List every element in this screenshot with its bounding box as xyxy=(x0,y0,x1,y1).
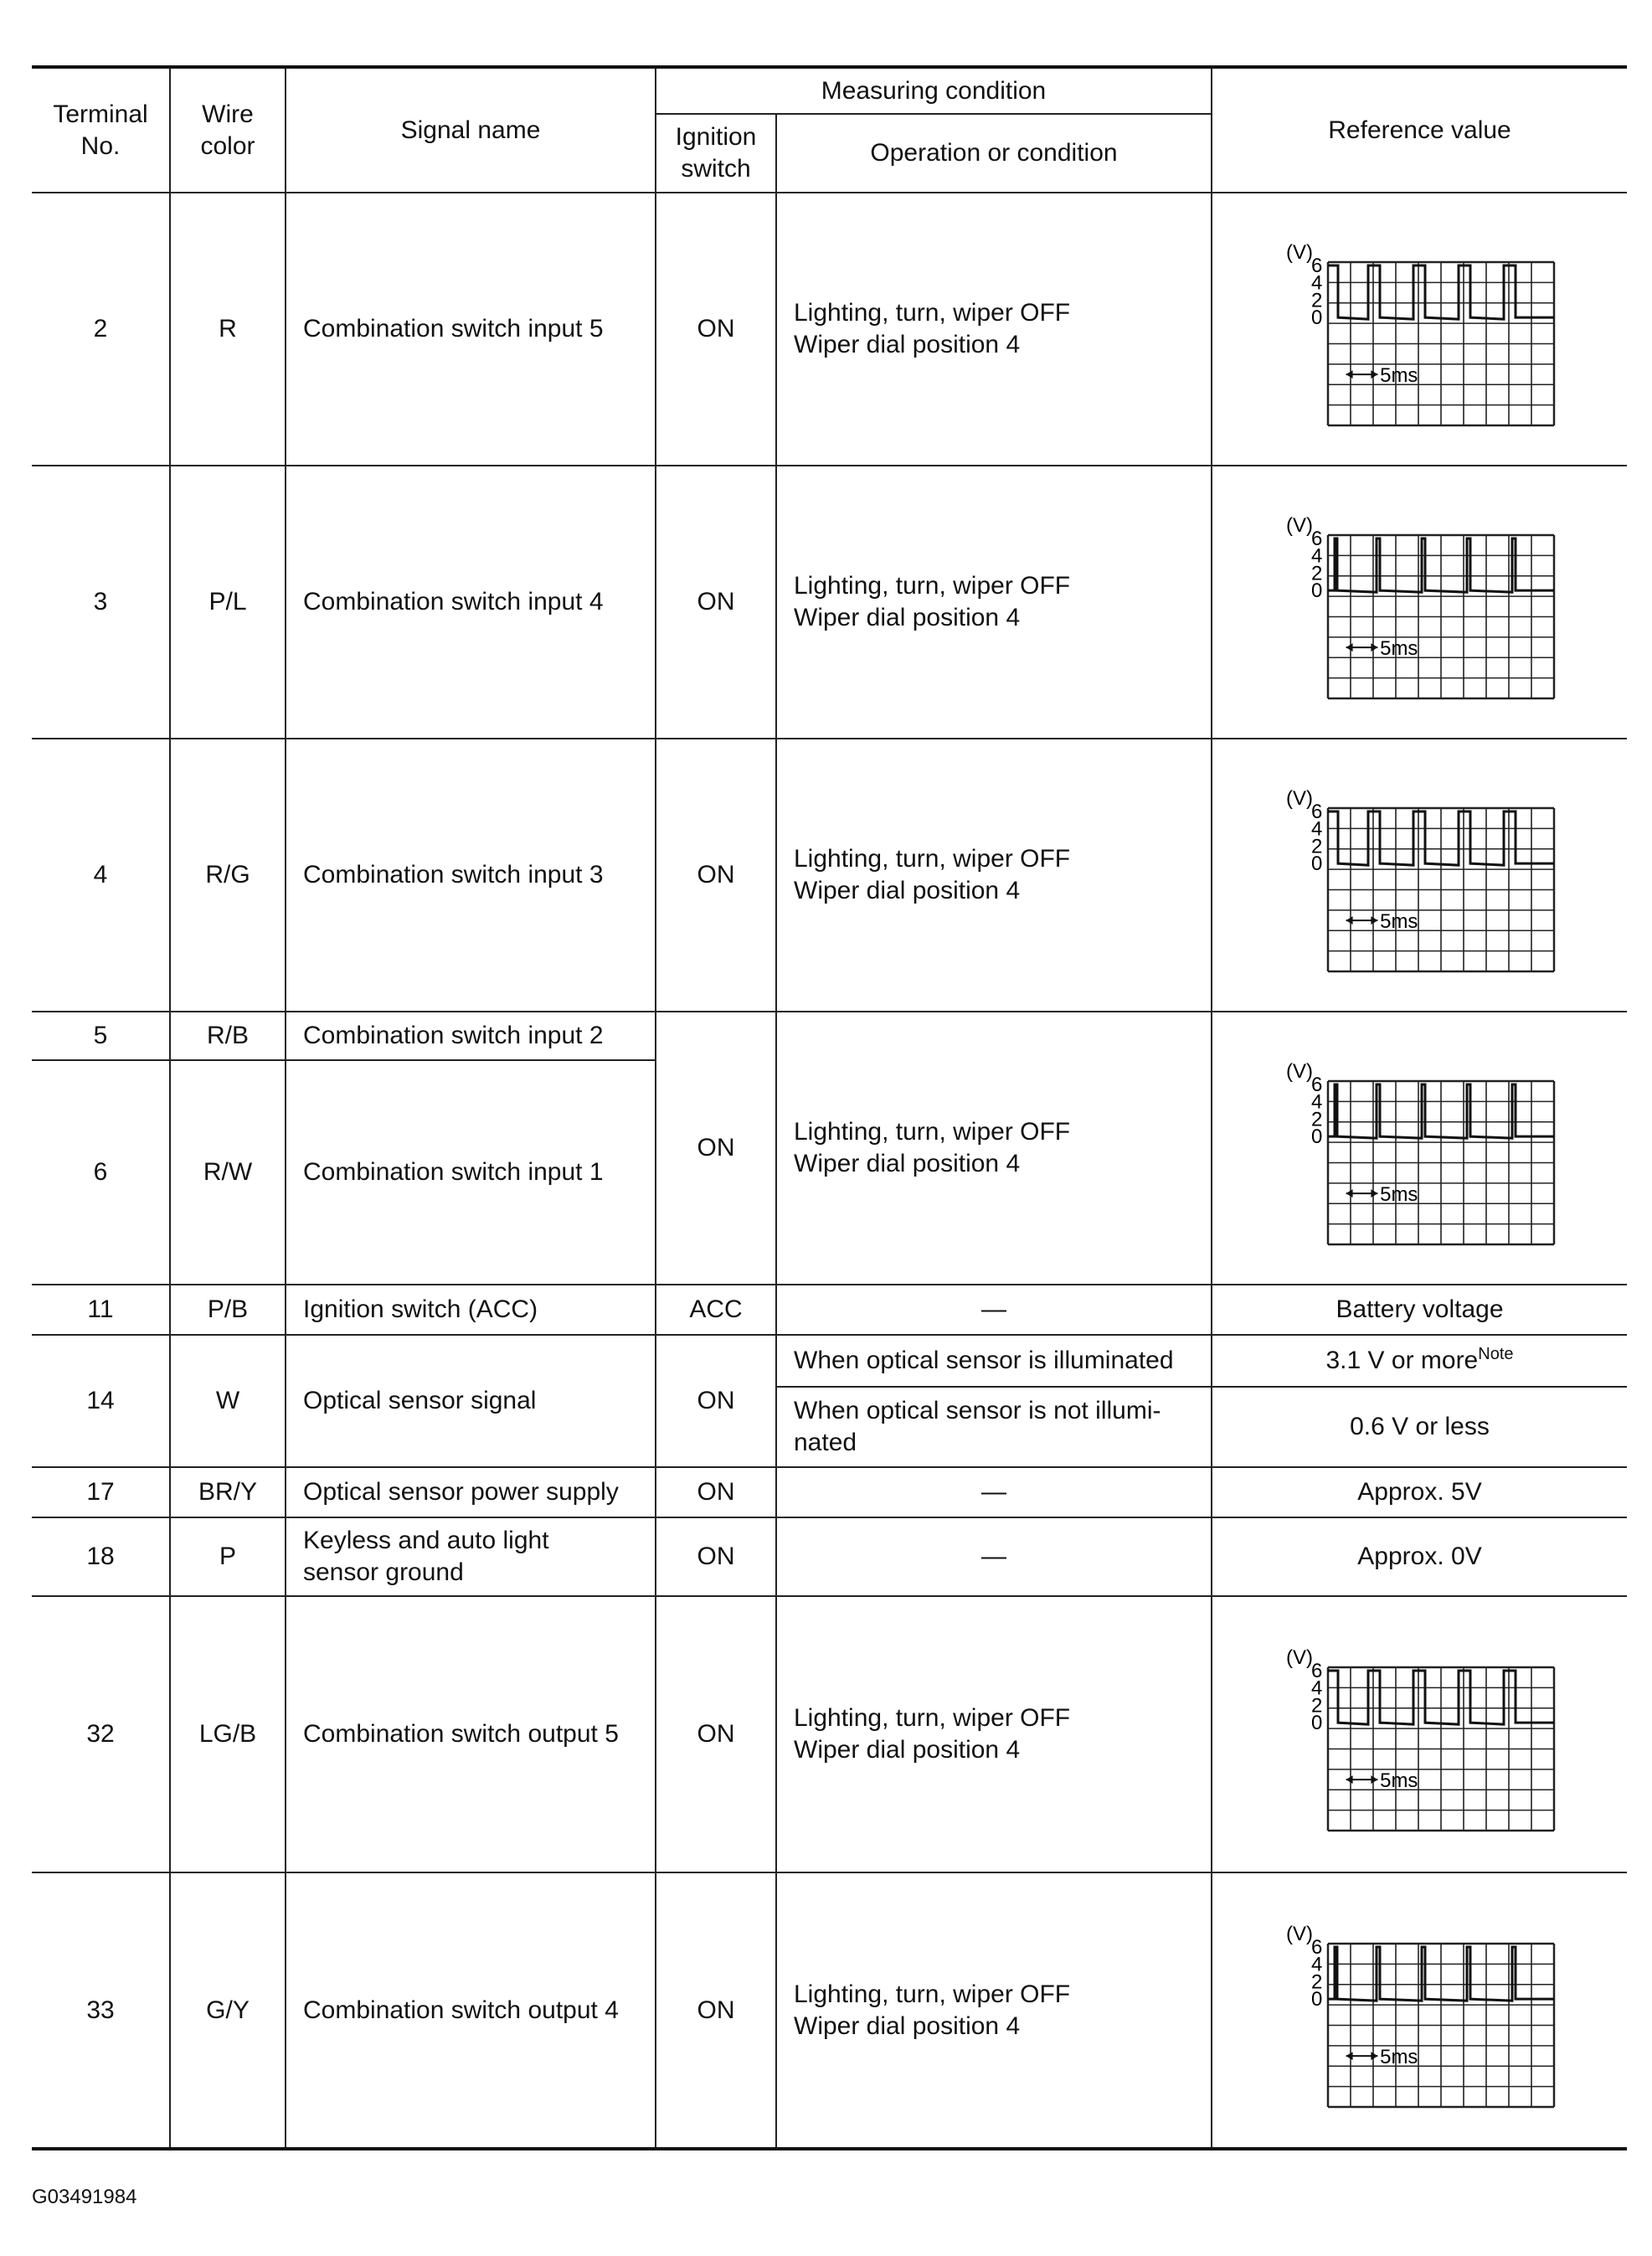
wire-color: LG/B xyxy=(170,1596,286,1872)
y-tick-label: 0 xyxy=(1310,1125,1322,1149)
y-axis-unit: (V) xyxy=(1285,514,1313,537)
reference-value: Approx. 5V xyxy=(1212,1467,1627,1517)
terminal-no: 11 xyxy=(32,1285,170,1335)
time-scale-label: 5ms xyxy=(1379,637,1418,661)
operation-condition: — xyxy=(776,1517,1212,1596)
wire-color: W xyxy=(170,1335,286,1467)
signal-name: Combination switch input 1 xyxy=(286,1060,656,1285)
time-scale-arrowhead xyxy=(1346,370,1352,379)
ignition-switch: ON xyxy=(656,193,776,466)
reference-value xyxy=(1212,1596,1627,1872)
terminal-no: 6 xyxy=(32,1060,170,1285)
time-scale-arrowhead xyxy=(1346,1775,1352,1784)
signal-name: Combination switch input 2 xyxy=(286,1012,656,1060)
waveform-chart xyxy=(1282,1048,1558,1249)
y-tick-label: 6 xyxy=(1310,255,1322,277)
terminal-no: 4 xyxy=(32,739,170,1012)
ignition-switch: ON xyxy=(656,1596,776,1872)
reference-value xyxy=(1212,1012,1627,1285)
wire-color: P xyxy=(170,1517,286,1596)
table-row xyxy=(32,1596,1627,1872)
y-tick-label: 4 xyxy=(1310,544,1322,568)
terminal-no: 14 xyxy=(32,1335,170,1467)
time-scale-arrowhead xyxy=(1371,370,1377,379)
signal-name-header: Signal name xyxy=(286,67,656,193)
y-tick-label: 2 xyxy=(1310,562,1322,585)
operation-condition: — xyxy=(776,1467,1212,1517)
ignition-switch-header: Ignition switch xyxy=(656,114,776,193)
operation-condition: Lighting, turn, wiper OFF Wiper dial position 4 xyxy=(776,1012,1212,1285)
signal-name: Ignition switch (ACC) xyxy=(286,1285,656,1335)
terminal-reference-table-sheet xyxy=(32,65,1627,2150)
y-tick-label: 2 xyxy=(1310,1694,1322,1718)
signal-name: Keyless and auto light sensor ground xyxy=(286,1517,656,1596)
ignition-switch: ON xyxy=(656,1335,776,1467)
y-axis-unit: (V) xyxy=(1285,1646,1313,1669)
y-tick-label: 6 xyxy=(1310,1074,1322,1096)
ignition-switch: ACC xyxy=(656,1285,776,1335)
time-scale-label: 5ms xyxy=(1379,364,1418,388)
operation-condition: Lighting, turn, wiper OFF Wiper dial position 4 xyxy=(776,466,1212,739)
reference-value xyxy=(1212,1872,1627,2149)
terminal-no-header: Terminal No. xyxy=(32,67,170,193)
operation-condition: Lighting, turn, wiper OFF Wiper dial position 4 xyxy=(776,1872,1212,2149)
terminal-no: 17 xyxy=(32,1467,170,1517)
operation-condition: When optical sensor is illuminated xyxy=(776,1335,1212,1387)
y-tick-label: 6 xyxy=(1310,1935,1322,1959)
y-tick-label: 6 xyxy=(1310,801,1322,823)
ignition-switch: ON xyxy=(656,1012,776,1285)
time-scale-label: 5ms xyxy=(1379,1769,1418,1793)
time-scale-arrowhead xyxy=(1371,1775,1377,1784)
signal-name: Optical sensor signal xyxy=(286,1335,656,1467)
y-tick-label: 4 xyxy=(1310,1090,1322,1114)
y-tick-label: 0 xyxy=(1310,579,1322,603)
y-tick-label: 0 xyxy=(1310,306,1322,330)
reference-value xyxy=(1212,193,1627,466)
operation-condition: Lighting, turn, wiper OFF Wiper dial position 4 xyxy=(776,193,1212,466)
y-tick-label: 2 xyxy=(1310,1970,1322,1993)
wire-color-header: Wire color xyxy=(170,67,286,193)
table-row xyxy=(32,1012,1627,1060)
ignition-switch: ON xyxy=(656,466,776,739)
ignition-switch: ON xyxy=(656,1517,776,1596)
waveform-chart xyxy=(1282,502,1558,703)
y-tick-label: 4 xyxy=(1310,817,1322,841)
table-row xyxy=(32,1517,1627,1596)
signal-name: Optical sensor power supply xyxy=(286,1467,656,1517)
signal-name: Combination switch input 4 xyxy=(286,466,656,739)
reference-value: Approx. 0V xyxy=(1212,1517,1627,1596)
wire-color: R/G xyxy=(170,739,286,1012)
wire-color: R/B xyxy=(170,1012,286,1060)
table-row xyxy=(32,1872,1627,2149)
table-row xyxy=(32,1335,1627,1387)
y-axis-unit: (V) xyxy=(1285,1922,1313,1945)
ignition-switch: ON xyxy=(656,1872,776,2149)
y-tick-label: 4 xyxy=(1310,1677,1322,1700)
y-tick-label: 0 xyxy=(1310,1987,1322,2011)
reference-value: Battery voltage xyxy=(1212,1285,1627,1335)
wire-color: P/B xyxy=(170,1285,286,1335)
waveform-chart xyxy=(1282,775,1558,976)
ignition-switch: ON xyxy=(656,739,776,1012)
waveform-chart xyxy=(1282,1910,1558,2111)
table-row xyxy=(32,466,1627,739)
wire-color: P/L xyxy=(170,466,286,739)
time-scale-arrowhead xyxy=(1346,2052,1352,2060)
time-scale-arrowhead xyxy=(1371,643,1377,652)
time-scale-label: 5ms xyxy=(1379,910,1418,934)
y-tick-label: 2 xyxy=(1310,289,1322,312)
operation-condition: — xyxy=(776,1285,1212,1335)
note-marker: Note xyxy=(1478,1345,1514,1363)
waveform-chart xyxy=(1282,1634,1558,1835)
reference-value xyxy=(1212,739,1627,1012)
terminal-reference-table xyxy=(32,65,1627,2150)
y-tick-label: 4 xyxy=(1310,1953,1322,1976)
y-tick-label: 6 xyxy=(1310,528,1322,550)
time-scale-label: 5ms xyxy=(1379,2045,1418,2068)
y-tick-label: 0 xyxy=(1310,1712,1322,1735)
signal-name: Combination switch input 3 xyxy=(286,739,656,1012)
terminal-no: 18 xyxy=(32,1517,170,1596)
time-scale-arrowhead xyxy=(1346,643,1352,652)
measuring-condition-header: Measuring condition xyxy=(656,67,1212,114)
time-scale-label: 5ms xyxy=(1379,1183,1418,1207)
wire-color: R/W xyxy=(170,1060,286,1285)
time-scale-arrowhead xyxy=(1371,916,1377,925)
ignition-switch: ON xyxy=(656,1467,776,1517)
y-tick-label: 4 xyxy=(1310,271,1322,295)
y-tick-label: 2 xyxy=(1310,1108,1322,1131)
reference-value xyxy=(1212,466,1627,739)
figure-code: G03491984 xyxy=(32,2186,137,2208)
y-axis-unit: (V) xyxy=(1285,1060,1313,1083)
wire-color: R xyxy=(170,193,286,466)
signal-name: Combination switch output 5 xyxy=(286,1596,656,1872)
operation-condition-header: Operation or condition xyxy=(776,114,1212,193)
terminal-no: 33 xyxy=(32,1872,170,2149)
terminal-no: 32 xyxy=(32,1596,170,1872)
wire-color: G/Y xyxy=(170,1872,286,2149)
operation-condition: Lighting, turn, wiper OFF Wiper dial position 4 xyxy=(776,739,1212,1012)
time-scale-arrowhead xyxy=(1346,916,1352,925)
table-row xyxy=(32,193,1627,466)
waveform-chart xyxy=(1282,229,1558,430)
time-scale-arrowhead xyxy=(1346,1189,1352,1198)
table-row xyxy=(32,1467,1627,1517)
reference-value-header: Reference value xyxy=(1212,67,1627,193)
operation-condition: When optical sensor is not illumi- nated xyxy=(776,1387,1212,1467)
table-row xyxy=(32,739,1627,1012)
table-row xyxy=(32,1285,1627,1335)
time-scale-arrowhead xyxy=(1371,1189,1377,1198)
terminal-no: 2 xyxy=(32,193,170,466)
terminal-no: 5 xyxy=(32,1012,170,1060)
reference-value: 3.1 V or more$^{Note}$ xyxy=(1212,1335,1627,1387)
y-axis-unit: (V) xyxy=(1285,241,1313,264)
y-tick-label: 0 xyxy=(1310,852,1322,876)
y-tick-label: 6 xyxy=(1310,1660,1322,1682)
y-tick-label: 2 xyxy=(1310,835,1322,858)
signal-name: Combination switch input 5 xyxy=(286,193,656,466)
wire-color: BR/Y xyxy=(170,1467,286,1517)
y-axis-unit: (V) xyxy=(1285,787,1313,810)
time-scale-arrowhead xyxy=(1371,2052,1377,2060)
terminal-no: 3 xyxy=(32,466,170,739)
operation-condition: Lighting, turn, wiper OFF Wiper dial position 4 xyxy=(776,1596,1212,1872)
signal-name: Combination switch output 4 xyxy=(286,1872,656,2149)
reference-value: 0.6 V or less xyxy=(1212,1387,1627,1467)
